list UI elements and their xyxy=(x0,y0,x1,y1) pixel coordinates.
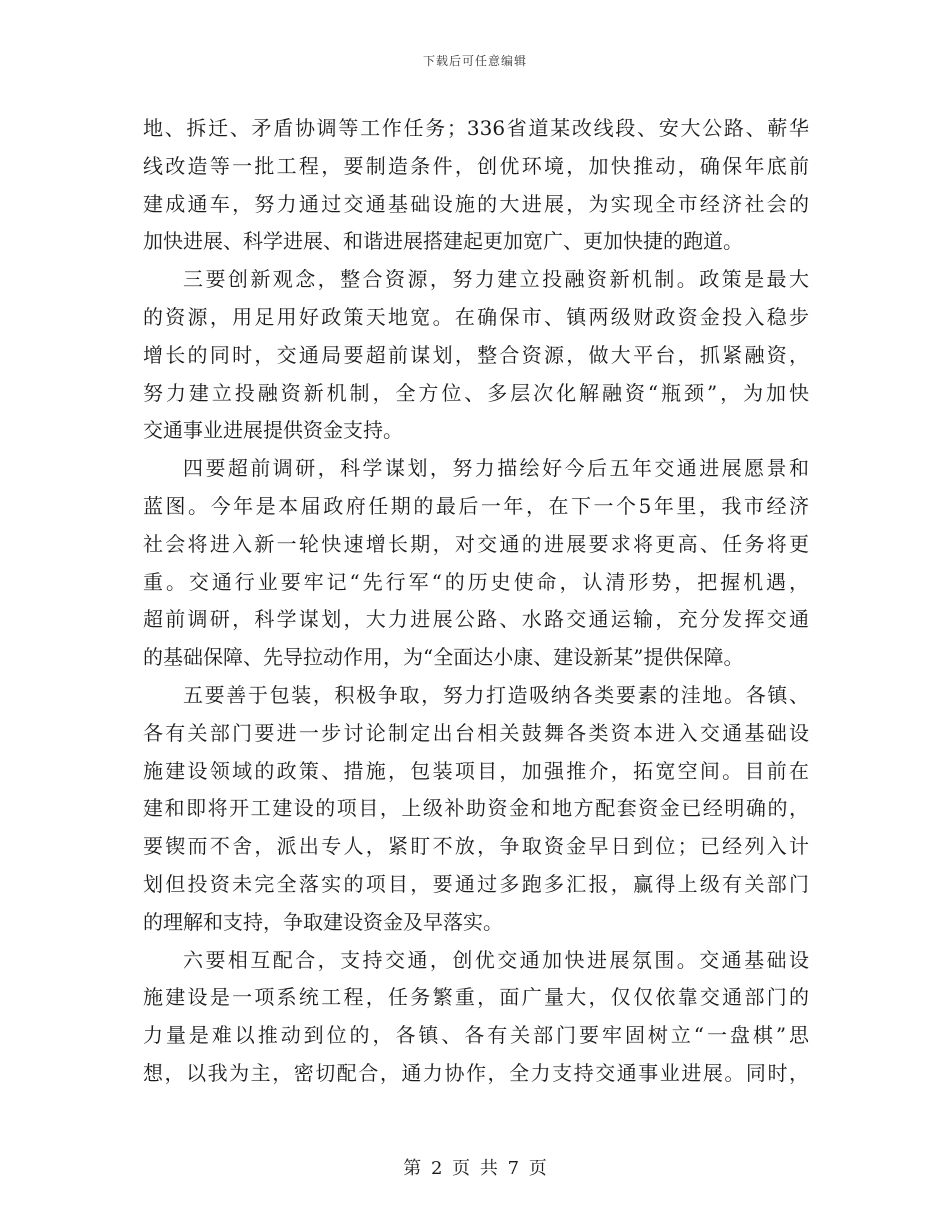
text-line: 建成通车，努力通过交通基础设施的大进展，为实现全市经济社会的 xyxy=(143,191,809,216)
text-line: 建和即将开工建设的项目，上级补助资金和地方配套资金已经明确的， xyxy=(143,796,809,821)
text-line: 社会将进入新一轮快速增长期，对交通的进展要求将更高、任务将更 xyxy=(143,531,809,556)
paragraph-first-line: 六要相互配合，支持交通，创优交通加快进展氛围。交通基础设 xyxy=(183,947,809,972)
text-line: 重。交通行业要牢记“先行军“的历史使命，认清形势，把握机遇， xyxy=(143,569,809,594)
text-line: 各有关部门要进一步讨论制定出台相关鼓舞各类资本进入交通基础设 xyxy=(143,720,809,745)
text-line: 线改造等一批工程，要制造条件，创优环境，加快推动，确保年底前 xyxy=(143,153,809,178)
text-line: 增长的同时，交通局要超前谋划，整合资源，做大平台，抓紧融资， xyxy=(143,342,809,367)
text-line: 施建设领域的政策、措施，包装项目，加强推介，拓宽空间。目前在 xyxy=(143,758,809,783)
text-line: 想，以我为主，密切配合，通力协作，全力支持交通事业进展。同时， xyxy=(143,1060,809,1085)
paragraph-first-line: 三要创新观念，整合资源，努力建立投融资新机制。政策是最大 xyxy=(183,267,809,292)
document-body xyxy=(143,110,809,1093)
text-line: 力量是难以推动到位的，各镇、各有关部门要牢固树立“一盘棋”思 xyxy=(143,1023,809,1048)
text-line: 要锲而不舍，派出专人，紧盯不放，争取资金早日到位；已经列入计 xyxy=(143,834,809,859)
paragraph-first-line: 五要善于包装，积极争取，努力打造吸纳各类要素的洼地。各镇、 xyxy=(183,682,809,707)
page-header-note: 下载后可任意编辑 xyxy=(422,54,527,68)
text-line: 地、拆迁、矛盾协调等工作任务；336省道某改线段、安大公路、蕲华 xyxy=(143,116,809,140)
paragraph-first-line: 四要超前调研，科学谋划，努力描绘好今后五年交通进展愿景和 xyxy=(183,456,809,481)
text-line: 努力建立投融资新机制，全方位、多层次化解融资“瓶颈”，为加快 xyxy=(143,380,809,405)
text-line: 的资源，用足用好政策天地宽。在确保市、镇两级财政资金投入稳步 xyxy=(143,304,809,329)
text-line: 交通事业进展提供资金支持。 xyxy=(143,418,403,443)
text-line: 的基础保障、先导拉动作用，为“全面达小康、建设新某”提供保障。 xyxy=(143,645,744,670)
text-line: 加快进展、科学进展、和谐进展搭建起更加宽广、更加快捷的跑道。 xyxy=(143,229,743,254)
page-number-footer: 第 2 页 共 7 页 xyxy=(403,1158,547,1179)
text-line: 的理解和支持，争取建设资金及早落实。 xyxy=(143,909,503,934)
text-line: 划但投资未完全落实的项目，要通过多跑多汇报，赢得上级有关部门 xyxy=(143,871,809,896)
text-line: 施建设是一项系统工程，任务繁重，面广量大，仅仅依靠交通部门的 xyxy=(143,985,809,1010)
text-line: 超前调研，科学谋划，大力进展公路、水路交通运输，充分发挥交通 xyxy=(143,607,809,632)
text-line: 蓝图。今年是本届政府任期的最后一年，在下一个5年里，我市经济 xyxy=(143,493,809,518)
